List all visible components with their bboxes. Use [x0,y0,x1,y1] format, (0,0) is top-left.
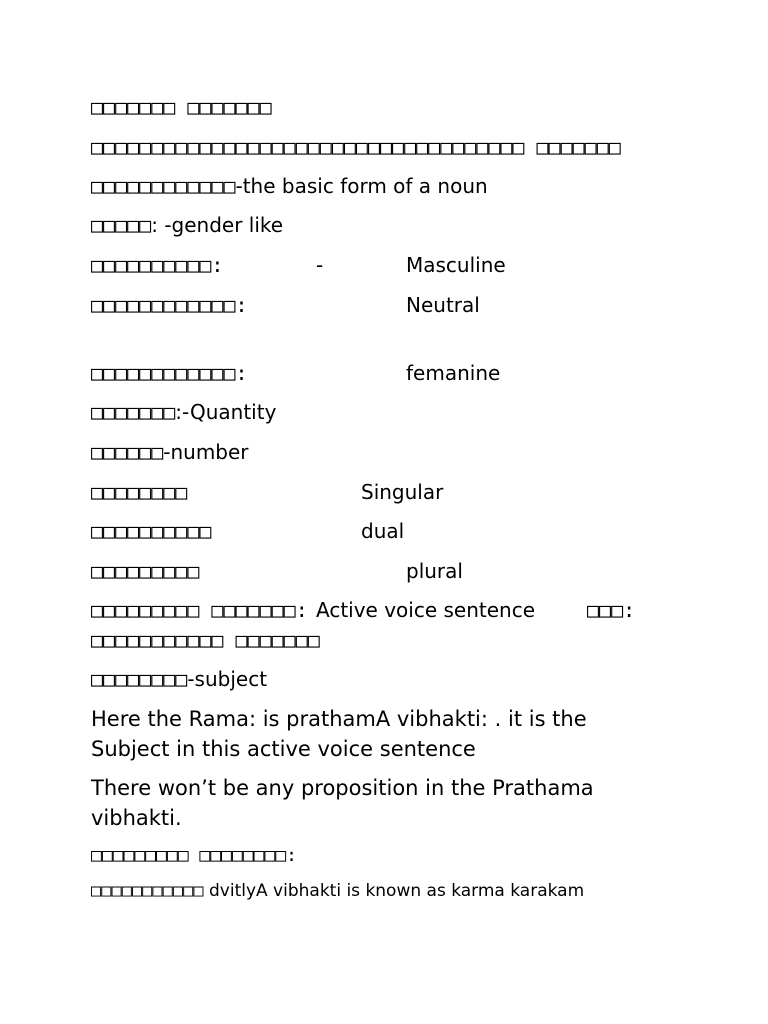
masculine-label: Masculine [406,253,506,277]
dual-label: dual [361,519,405,543]
sanskrit-term: □□□□□□□□ [91,667,188,691]
sanskrit-term: □□□□□□□□□□□ [91,881,204,901]
active-voice-end [587,598,635,622]
sanskrit-term: □□□□□□□□□□ [91,519,212,543]
dvitiya-heading [91,845,297,867]
dvitiya-line [91,880,584,902]
sanskrit-term: □□□□□□□□ [91,480,188,504]
active-voice-continuation [91,628,320,652]
sanskrit-term: □□□□□□□□□ [91,559,200,583]
sanskrit-term: □□□: [587,598,636,622]
sanskrit-term: □□□□□□□□□□□□: [91,361,248,385]
neutral-label: Neutral [406,293,480,317]
noun-definition-line [91,174,488,198]
sanskrit-term: □□□□□□□ [91,400,176,424]
active-voice-line [91,598,308,622]
english-gloss: :-Quantity [175,400,277,424]
english-gloss: dvitlyA vibhakti is known as karma karakam [203,881,585,901]
sanskrit-text: □□□□□□□□□□□ □□□□□□□ [91,628,320,652]
gender-line [91,213,283,237]
sanskrit-term: □□□□□□□□□ □□□□□□□: [91,598,308,622]
sanskrit-term: □□□□□□□□□□□□: [91,293,248,317]
sanskrit-term: □□□□□ [91,213,152,237]
paragraph-rama: Here the Rama: is prathamA vibhakti: . it is the Subject in this active voice sentence [91,707,587,761]
plural-line [91,559,199,583]
dual-line [91,519,211,543]
english-gloss: -subject [187,667,268,691]
singular-line [91,480,187,504]
sanskrit-term: □□□□□□□□□□□□ [91,174,236,198]
active-voice-label: Active voice sentence [316,598,536,622]
feminine-line [91,361,248,385]
sanskrit-text: □□□□□□□□□□□□□□□□□□□□□□□□□□□□□□□□□□□□ □□□□□□□ [91,135,621,159]
english-gloss: -the basic form of a noun [235,174,488,198]
sanskrit-term: □□□□□□□□□□: [91,253,224,277]
plural-label: plural [406,559,463,583]
quantity-line [91,400,276,424]
english-gloss: : -gender like [151,213,284,237]
subject-line [91,667,267,691]
sanskrit-text: □□□□□□□□□ □□□□□□□□: [91,845,297,866]
sanskrit-text: □□□□□□□ □□□□□□□ [91,95,272,119]
neutral-line [91,293,248,317]
heading-line [91,95,272,119]
paragraph-proposition: There won’t be any proposition in the Prathama vibhakti. [91,776,594,830]
singular-label: Singular [361,480,444,504]
sanskrit-long-line [91,135,621,159]
english-gloss: -number [163,440,249,464]
masculine-dash: - [316,253,324,277]
number-line [91,440,249,464]
feminine-label: femanine [406,361,501,385]
masculine-line [91,253,223,277]
sanskrit-term: □□□□□□ [91,440,164,464]
